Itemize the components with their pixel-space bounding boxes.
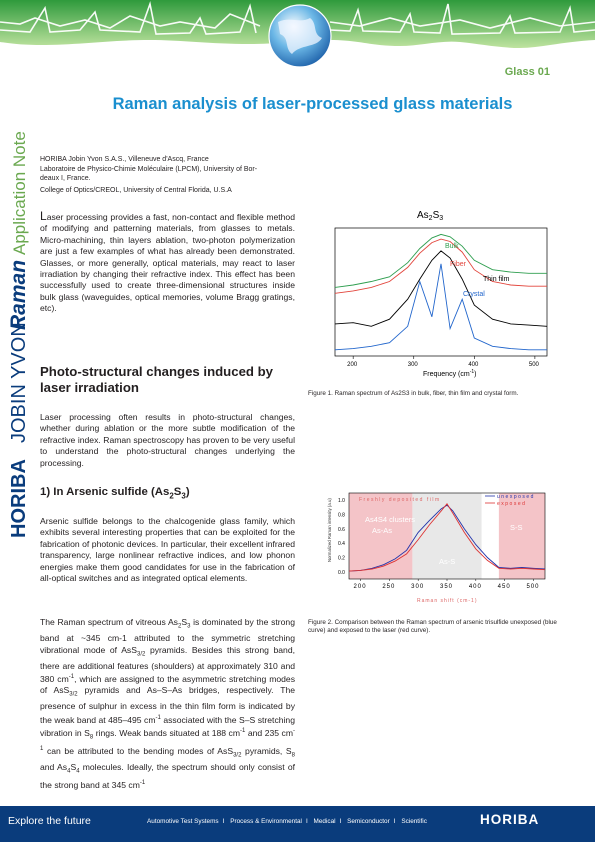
footer-nav-item[interactable]: Automotive Test Systems bbox=[147, 818, 219, 825]
footer-nav bbox=[147, 818, 427, 825]
sidebar-branding bbox=[0, 100, 34, 540]
sidebar-brand: HORIBA bbox=[8, 459, 30, 538]
figure-2-x-tick-label: 300 bbox=[411, 584, 425, 590]
subsection-heading bbox=[40, 486, 300, 500]
sidebar-doc-type: Application Note bbox=[10, 131, 29, 255]
para-sub: 4 bbox=[76, 768, 80, 775]
affiliation-line: HORIBA Jobin Yvon S.A.S., Villeneuve d'Ascq, France bbox=[40, 156, 209, 163]
para-text: pyramids and As–S–As bridges, respectively. The presence of sulphur in excess in the thin film form is indicated by the weak band at 485–495 cm bbox=[40, 685, 296, 725]
para-sub: 3/2 bbox=[233, 752, 242, 759]
figure-2-legend-exposed: exposed bbox=[497, 501, 527, 507]
para-sup: -1 bbox=[240, 728, 246, 735]
subsection-paragraph-2 bbox=[40, 617, 295, 791]
series-label: Glass 01 bbox=[504, 66, 550, 78]
figure-2-label-as-as: As-As bbox=[372, 526, 393, 535]
figure-2-xlabel: Raman shift (cm-1) bbox=[417, 598, 478, 604]
figure-2-x-tick-label: 400 bbox=[468, 584, 482, 590]
intro-paragraph bbox=[40, 211, 295, 315]
para-text: is dominated by the strong band at ~345 cm-1 attributed to the symmetric stretching vibrational mode of AsS bbox=[40, 617, 295, 655]
para-text: S bbox=[70, 762, 77, 773]
subsection-heading-sub: 3 bbox=[181, 491, 186, 501]
footer-nav-separator: I bbox=[339, 818, 342, 825]
para-text: associated with the S–S stretching vibration in S bbox=[40, 714, 295, 738]
sidebar-company: JOBIN YVON bbox=[8, 322, 30, 443]
para-sub: 3/2 bbox=[69, 692, 78, 699]
figure-2-x-tick-label: 250 bbox=[382, 584, 396, 590]
figure-2-caption: Figure 2. Comparison between the Raman spectrum of arsenic trisulfide unexposed (blue curve) and exposed to the laser (red curve). bbox=[308, 619, 557, 634]
affiliation-line: College of Optics/CREOL, University of Central Florida, U.S.A bbox=[40, 187, 232, 194]
para-text: pyramids, S bbox=[241, 745, 292, 756]
figure-1-title: $As_2S_3$ bbox=[417, 210, 444, 222]
affiliation-line: deaux I, France. bbox=[40, 175, 91, 182]
figure-2-chart bbox=[325, 487, 557, 605]
header-banner bbox=[0, 0, 595, 76]
figure-2-x-tick-label: 450 bbox=[497, 584, 511, 590]
para-text: pyramids. Besides this strong band, there are additional features (shoulders) at approximately 310 and 380 cm bbox=[40, 644, 295, 684]
footer-nav-separator: I bbox=[393, 818, 396, 825]
figure-1-legend-thin-film: Thin film bbox=[483, 276, 510, 283]
para-sub: 8 bbox=[89, 734, 94, 741]
para-text: S bbox=[181, 617, 188, 627]
figure-1-x-tick-label: 200 bbox=[347, 362, 358, 368]
figure-2-legend-unexposed: unexposed bbox=[497, 494, 535, 500]
para-text: , which are assigned to the asymmetric stretching modes of AsS bbox=[40, 673, 295, 696]
subsection-heading-sub: 2 bbox=[169, 491, 174, 501]
figure-1-plot-frame bbox=[335, 228, 547, 356]
figure-2-band-clusters bbox=[349, 493, 412, 579]
affiliation-line: Laboratoire de Physico-Chimie Moléculaire (LPCM), University of Bor- bbox=[40, 166, 258, 173]
subsection-heading-text: S bbox=[173, 486, 182, 498]
para-text: can be attributed to the bending modes of AsS bbox=[43, 745, 234, 756]
figure-1-xlabel: Frequency $(cm^{-1})$ bbox=[423, 369, 477, 378]
figure-1-x-tick-label: 400 bbox=[468, 362, 479, 368]
figure-2-y-tick-label: 0.4 bbox=[338, 541, 345, 548]
figure-1-legend-crystal: Crystal bbox=[463, 291, 485, 298]
figure-2-annotation: Freshly deposited film bbox=[359, 497, 441, 503]
figure-2-x-tick-label: 500 bbox=[526, 584, 540, 590]
intro-dropcap: L bbox=[40, 209, 47, 223]
para-text: rings. Weak bands situated at 188 cm bbox=[93, 727, 241, 738]
footer-nav-item[interactable]: Semiconductor bbox=[347, 818, 390, 825]
figure-2-x-tick-label: 200 bbox=[353, 584, 367, 590]
figure-1-legend-bulk: Bulk bbox=[445, 243, 459, 250]
figure-2-ylabel: Normalized Raman intensity (a.u) bbox=[327, 498, 332, 562]
figure-1-caption: Figure 1. Raman spectrum of As2S3 in bulk, fiber, thin film and crystal form. bbox=[308, 390, 519, 397]
figure-2-y-tick-label: 0.8 bbox=[338, 512, 345, 519]
para-sub: 4 bbox=[67, 768, 71, 775]
section-heading: Photo-structural changes induced by laser irradiation bbox=[40, 364, 274, 395]
figure-2-y-tick-label: 0.0 bbox=[338, 569, 345, 576]
para-sub: 8 bbox=[291, 752, 295, 759]
footer-nav-item[interactable]: Medical bbox=[313, 818, 336, 825]
figure-2-y-tick-label: 1.0 bbox=[338, 498, 345, 505]
para-sup: -1 bbox=[40, 728, 296, 753]
figure-1-x-tick-label: 500 bbox=[528, 362, 539, 368]
figure-1-legend-fiber: Fiber bbox=[450, 261, 466, 268]
footer-logo: HORIBA bbox=[480, 812, 540, 827]
footer-nav-separator: I bbox=[222, 818, 225, 825]
para-text: molecules. Ideally, the spectrum should only consist of the strong band at 345 cm bbox=[40, 762, 296, 791]
footer-nav-separator: I bbox=[305, 818, 308, 825]
sidebar-product: Raman bbox=[7, 259, 30, 330]
footer-tagline: Explore the future bbox=[8, 815, 91, 827]
figure-1-x-tick-label: 300 bbox=[407, 362, 418, 368]
figure-2-label-s-s: S-S bbox=[510, 523, 523, 532]
intro-text: aser processing provides a fast, non-contact and flexible method of modifying and patterning materials, from glasses to metals. Micro-machining, thin layers ablation, two-photon polymerization are just a few examples of what has already been demonstrated. Glasses, or more generally, optical materials, may react to laser irradiation by changing their refractive index. This effect has been successfully used to create three-dimensional structures inside bulk glass (waveguides, optical memories, volume Bragg gratings, etc). bbox=[40, 212, 295, 314]
figure-1-chart bbox=[325, 206, 557, 386]
para-text: The Raman spectrum of vitreous As bbox=[40, 617, 178, 627]
footer-nav-item[interactable]: Process & Environmental bbox=[230, 818, 302, 825]
figure-2-label-as-s: As-S bbox=[439, 557, 456, 566]
para-text: and 235 cm bbox=[245, 727, 293, 738]
figure-2-label-clusters: As4S4 clusters bbox=[365, 515, 416, 524]
section-paragraph: Laser processing often results in photo-structural changes, whether during ablation or the more subtle modification of the refractive index. Raman spectroscopy has proven to be very useful to understand the photo-structural changes underlying the processing. bbox=[40, 412, 295, 468]
figure-2-band-as-s bbox=[412, 493, 481, 579]
para-sup: -1 bbox=[139, 780, 146, 787]
figure-2-y-tick-label: 0.6 bbox=[338, 526, 345, 533]
para-sup: -1 bbox=[155, 714, 161, 721]
footer-nav-item[interactable]: Scientific bbox=[401, 818, 427, 825]
figure-2-x-tick-label: 350 bbox=[440, 584, 454, 590]
subsection-heading-text: ) bbox=[185, 486, 190, 498]
para-sub: 3 bbox=[187, 623, 191, 630]
subsection-paragraph-1: Arsenic sulfide belongs to the chalcogenide glass family, which exhibits several interesting properties that can be exploited for the fabrication of photonic devices. In particular, their excellent infrared transparency, large nonlinear refractive indices, and low phonon energies make them good candidates for use in the fabrication of all-optical switches and as integrated optical elements. bbox=[40, 516, 295, 584]
para-sub: 2 bbox=[177, 623, 182, 630]
figure-2-y-tick-label: 0.2 bbox=[338, 555, 345, 562]
para-sub: 3/2 bbox=[136, 651, 146, 658]
para-text: and As bbox=[40, 762, 68, 773]
subsection-heading-text: 1) In Arsenic sulfide (As bbox=[40, 486, 170, 498]
page-title: Raman analysis of laser-processed glass materials bbox=[112, 95, 513, 113]
para-sup: -1 bbox=[68, 674, 75, 681]
